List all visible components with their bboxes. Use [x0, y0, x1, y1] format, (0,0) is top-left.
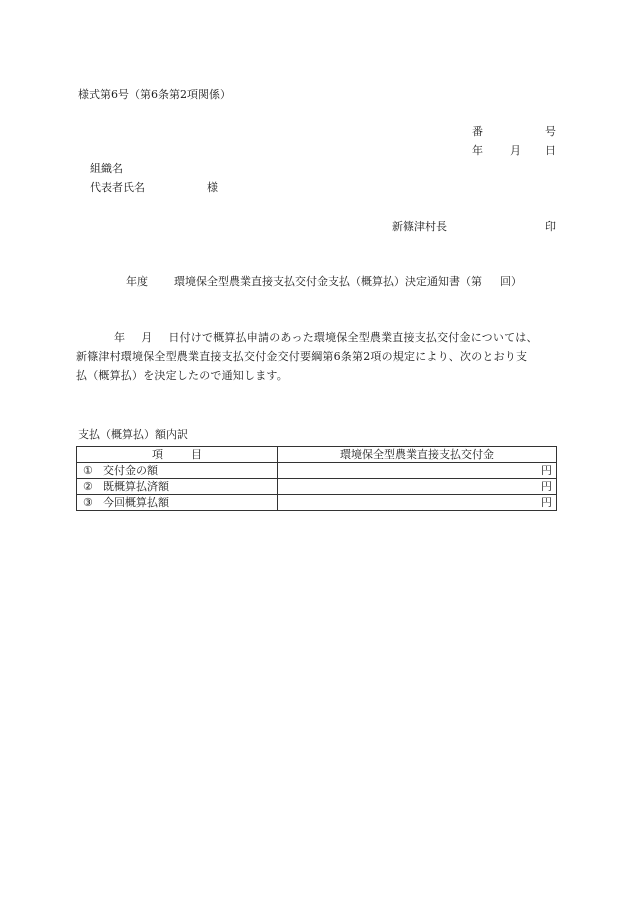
- form-number: 様式第6号（第6条第2項関係）: [78, 88, 231, 101]
- date-year-label: 年: [472, 144, 483, 157]
- title-main: 環境保全型農業直接支払交付金支払（概算払）決定通知書（第: [174, 275, 482, 288]
- recipient-representative: [90, 179, 218, 195]
- recipient-honorific: 様: [207, 181, 218, 194]
- document-title: [126, 273, 522, 289]
- recipient-org-name: 組織名: [90, 162, 123, 175]
- column-header-item: 項 目: [77, 447, 278, 463]
- row-label: 交付金の額: [103, 463, 158, 477]
- row-item-cell: [77, 479, 278, 495]
- body-line-1-text: 日付けで概算払申請のあった環境保全型農業直接支払交付金については、: [168, 331, 538, 344]
- breakdown-table: [76, 446, 557, 511]
- row-label: 既概算払済額: [103, 479, 169, 493]
- row-label: 今回概算払額: [103, 495, 169, 509]
- row-item-cell: [77, 495, 278, 511]
- table-row: [77, 463, 557, 479]
- issuer-seal-mark: 印: [545, 220, 556, 233]
- row-number: ③: [83, 495, 93, 509]
- row-amount-cell: 円: [278, 463, 557, 479]
- doc-number-label-ban: 番: [472, 125, 483, 138]
- row-item-cell: [77, 463, 278, 479]
- table-header-row: [77, 447, 557, 463]
- date-day-label: 日: [545, 144, 556, 157]
- date-month-label: 月: [510, 144, 521, 157]
- row-amount-cell: 円: [278, 495, 557, 511]
- column-header-amount: 環境保全型農業直接支払交付金: [278, 447, 557, 463]
- body-line-1: [76, 328, 556, 347]
- issuer: [392, 218, 556, 234]
- table-row: [77, 495, 557, 511]
- body-month-label: 月: [141, 331, 153, 344]
- doc-number-label-go: 号: [545, 125, 556, 138]
- notice-body: [76, 328, 556, 385]
- recipient-rep-label: 代表者氏名: [90, 181, 145, 194]
- body-line-2: 新篠津村環境保全型農業直接支払交付金交付要綱第6条第2項の規定により、次のとおり支: [76, 350, 528, 363]
- row-amount-cell: 円: [278, 479, 557, 495]
- issuer-title: 新篠津村長: [392, 220, 447, 233]
- title-end: 回）: [500, 275, 522, 288]
- row-number: ②: [83, 479, 93, 493]
- breakdown-heading: 支払（概算払）額内訳: [78, 428, 188, 441]
- title-year-label: 年度: [126, 275, 148, 288]
- body-year-label: 年: [114, 331, 126, 344]
- row-number: ①: [83, 463, 93, 477]
- table-row: [77, 479, 557, 495]
- body-line-3: 払（概算払）を決定したので通知します。: [76, 369, 288, 382]
